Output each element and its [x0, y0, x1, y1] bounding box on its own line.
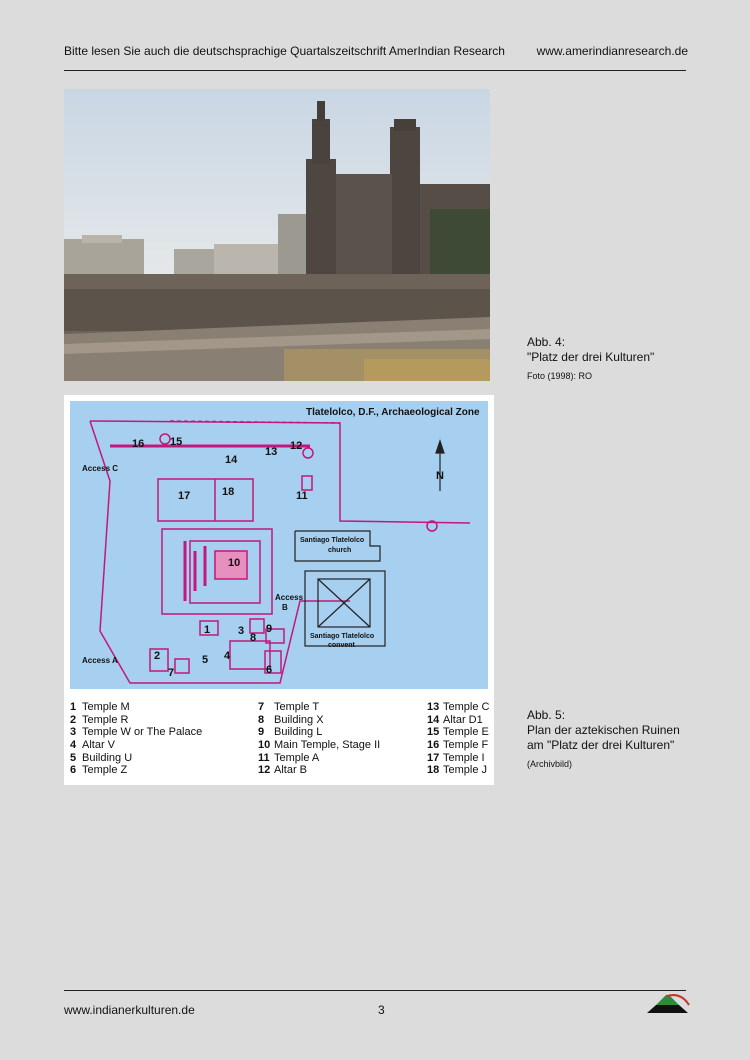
- figure-4-caption: [527, 335, 727, 384]
- figure-4-text: "Platz der drei Kulturen": [527, 350, 655, 364]
- legend-label: Main Temple, Stage II: [274, 739, 381, 752]
- figure-5-caption: [527, 708, 697, 772]
- legend-label: Temple T: [274, 701, 320, 713]
- legend-item: [70, 764, 202, 777]
- map-number-7: 7: [168, 667, 175, 679]
- legend-number: 8: [258, 713, 265, 726]
- legend-number: 15: [427, 726, 440, 739]
- legend-item: [427, 726, 489, 739]
- access-b-label: Access: [275, 593, 304, 602]
- access-a-label: Access A: [82, 656, 118, 665]
- legend-item: [70, 726, 202, 739]
- figure-5-title: Abb. 5:: [527, 708, 566, 722]
- legend-label: Temple Z: [82, 764, 128, 777]
- legend-label: Temple W or The Palace: [82, 726, 203, 739]
- map-number-13: 13: [265, 446, 278, 458]
- map-number-16: 16: [132, 438, 145, 450]
- figure-4-credit: Foto (1998): RO: [527, 371, 593, 381]
- map-title: Tlatelolco, D.F., Archaeological Zone: [306, 407, 480, 418]
- legend-number: 3: [70, 726, 77, 739]
- photo-plaza-three-cultures: [64, 89, 490, 381]
- legend-label: Temple C: [443, 701, 490, 713]
- map-number-4: 4: [224, 650, 231, 662]
- map-number-10: 10: [228, 557, 241, 569]
- map-number-11: 11: [296, 490, 308, 502]
- map-number-8: 8: [250, 632, 257, 644]
- legend-item: [427, 739, 489, 752]
- legend-number: 2: [70, 713, 77, 726]
- church-label-1: Santiago Tlatelolco: [300, 537, 365, 544]
- legend-column-1: [70, 701, 202, 777]
- legend-number: 6: [70, 764, 77, 777]
- header-rule: [64, 70, 686, 71]
- convent-label-2: convent: [328, 642, 355, 649]
- figure-5-credit: (Archivbild): [527, 759, 573, 769]
- legend-item: [427, 714, 489, 727]
- access-b-letter: B: [282, 603, 288, 612]
- legend-label: Temple M: [82, 701, 130, 713]
- legend-label: Altar B: [274, 764, 308, 777]
- legend-number: 13: [427, 701, 440, 713]
- map-number-2: 2: [154, 650, 161, 662]
- legend-item: [427, 752, 489, 765]
- header-left-text: Bitte lesen Sie auch die deutschsprachige Quartalszeitschrift AmerIndian Research: [64, 44, 505, 58]
- legend-item: [258, 739, 380, 752]
- legend-item: [427, 764, 489, 777]
- footer-website[interactable]: www.indianerkulturen.de: [64, 1003, 195, 1017]
- legend-number: 11: [258, 751, 270, 764]
- legend-label: Altar V: [82, 739, 116, 752]
- legend-number: 17: [427, 751, 440, 764]
- legend-item: [70, 714, 202, 727]
- legend-number: 10: [258, 739, 271, 752]
- map-number-12: 12: [290, 440, 303, 452]
- header-website[interactable]: www.amerindianresearch.de: [536, 44, 688, 58]
- legend-item: [70, 752, 202, 765]
- legend-item: [258, 714, 380, 727]
- legend-column-2: [258, 701, 380, 777]
- legend-number: 7: [258, 701, 265, 713]
- legend-number: 5: [70, 751, 77, 764]
- map-number-1: 1: [204, 624, 211, 636]
- legend-label: Building L: [274, 726, 323, 739]
- legend-number: 12: [258, 764, 271, 777]
- legend-item: [258, 701, 380, 714]
- figure-5-text: Plan der aztekischen Ruinen am "Platz der drei Kulturen": [527, 723, 680, 752]
- legend-item: [427, 701, 489, 714]
- legend-number: 1: [70, 701, 77, 713]
- legend-label: Building X: [274, 713, 324, 726]
- legend-label: Temple E: [443, 726, 489, 739]
- archaeological-map: [64, 395, 494, 785]
- map-number-6: 6: [266, 664, 273, 676]
- map-drawing: [70, 401, 488, 689]
- map-number-3: 3: [238, 625, 245, 637]
- north-arrow-label: N: [436, 470, 444, 482]
- legend-item: [258, 726, 380, 739]
- legend-label: Altar D1: [443, 713, 483, 726]
- legend-item: [258, 764, 380, 777]
- legend-number: 9: [258, 726, 265, 739]
- legend-column-3: [427, 701, 489, 777]
- legend-item: [258, 752, 380, 765]
- legend-label: Building U: [82, 751, 133, 764]
- map-number-9: 9: [266, 623, 273, 635]
- map-number-17: 17: [178, 490, 191, 502]
- footer-rule: [64, 990, 686, 991]
- legend-item: [70, 739, 202, 752]
- legend-label: Temple F: [443, 739, 489, 752]
- legend-label: Temple R: [82, 713, 129, 726]
- figure-4-title: Abb. 4:: [527, 335, 566, 349]
- page-number: 3: [378, 1003, 385, 1017]
- map-number-15: 15: [170, 436, 183, 448]
- legend-number: 16: [427, 739, 440, 752]
- legend-number: 4: [70, 739, 77, 752]
- legend-label: Temple I: [443, 751, 485, 764]
- convent-label-1: Santiago Tlatelolco: [310, 633, 375, 640]
- legend-number: 14: [427, 713, 440, 726]
- map-number-18: 18: [222, 486, 235, 498]
- map-number-14: 14: [225, 454, 238, 466]
- legend-item: [70, 701, 202, 714]
- pyramid-logo-icon: [645, 993, 690, 1015]
- map-number-5: 5: [202, 654, 209, 666]
- church-label-2: church: [328, 547, 352, 554]
- legend-number: 18: [427, 764, 440, 777]
- legend-label: Temple A: [274, 751, 320, 764]
- access-c-label: Access C: [82, 464, 119, 473]
- legend-label: Temple J: [443, 764, 488, 777]
